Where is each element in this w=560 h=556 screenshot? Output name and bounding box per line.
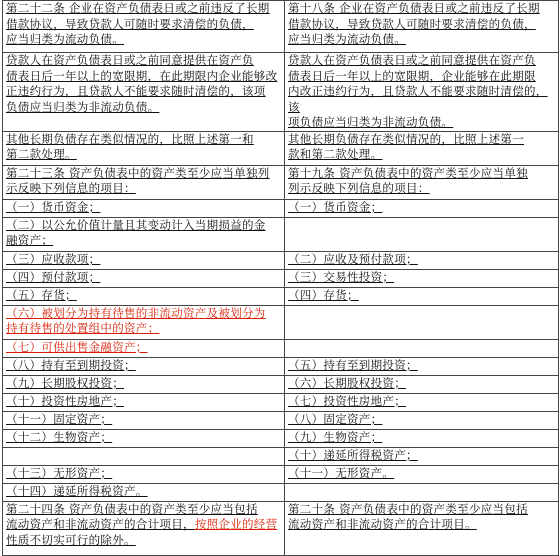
text-segment: 应当归类为流动负债。 [288,32,406,46]
text-segment: 借款协议，导致贷款人可随时要求清偿的负债， [288,16,536,31]
table-row [3,287,559,305]
table-row [3,393,559,411]
text-segment: 性质不切实可行的除外。 [6,532,136,547]
text-line [288,17,555,33]
old-standard-cell [285,339,559,357]
text-segment: （六）被划分为持有待售的非流动资产及被划分为 [6,305,266,320]
table-row [3,1,559,53]
new-standard-cell [3,411,285,429]
text-line [288,517,555,533]
old-standard-cell [285,501,559,555]
text-line [288,32,555,48]
text-segment: （五）存货； [6,287,77,302]
text-line [6,84,281,100]
old-standard-cell [285,375,559,393]
new-standard-cell [3,165,285,199]
text-segment: （十四）递延所得税资产。 [6,483,148,498]
table-row [3,357,559,375]
text-segment: 第十八条 企业在资产负债表日或之前违反了长期 [288,1,540,15]
old-standard-cell [285,411,559,429]
text-segment: （一）货币资金； [288,199,383,214]
new-standard-cell [3,393,285,411]
new-standard-cell [3,269,285,287]
text-line [288,412,555,428]
table-row [3,447,559,465]
text-line [6,166,281,182]
text-line [6,233,281,249]
text-segment: 贷款人在资产负债表日或之前同意提供在资产负 [288,53,536,67]
table-row [3,375,559,393]
table-row [3,269,559,287]
text-segment: （十一）无形资产。 [288,465,395,480]
text-segment: 其他长期负债存在类似情况的，比照上述第一 [288,131,524,146]
text-segment: 贷款人在资产负债表日或之前同意提供在资产负 [6,53,254,67]
text-segment: （六）长期股权投资； [288,375,406,390]
text-line [288,288,555,304]
text-segment: 流动资产和非流动资产的合计项目。 [288,517,477,531]
new-standard-cell [3,429,285,447]
text-segment: 第二十四条 资产负债表中的资产类至少应当包括 [6,501,258,516]
text-line [6,53,281,69]
text-segment: （十二）生物资产； [6,429,113,444]
table-row [3,305,559,339]
text-line [6,1,281,17]
table-row [3,217,559,251]
table-row [3,501,559,555]
text-segment: 流动资产和非流动资产的合计项目， [6,517,195,531]
old-standard-cell [285,305,559,339]
table-row [3,199,559,217]
text-line [288,166,555,182]
text-line [288,115,555,131]
old-standard-cell [285,217,559,251]
new-standard-cell [3,251,285,269]
new-standard-cell [3,357,285,375]
text-segment: （八）持有至到期投资； [6,357,136,372]
text-line [288,394,555,410]
text-line [6,340,281,356]
text-segment: 其他长期负债存在类似情况的，比照上述第一和 [6,131,254,146]
table-row [3,131,559,165]
text-segment: 示反映下列信息的项目： [6,181,136,195]
old-standard-cell [285,53,559,132]
old-standard-cell [285,269,559,287]
new-standard-cell [3,339,285,357]
old-standard-cell [285,483,559,501]
table-row [3,465,559,483]
text-segment: （五）持有至到期投资； [288,357,418,372]
text-line [6,100,281,116]
text-line [6,181,281,197]
new-standard-cell [3,305,285,339]
old-standard-cell [285,1,559,53]
text-segment: （十）投资性房地产； [6,393,124,408]
new-standard-cell [3,199,285,217]
new-standard-cell [3,53,285,132]
new-standard-cell [3,287,285,305]
text-line [6,376,281,392]
text-segment: 列示反映下列信息的项目： [288,181,430,195]
text-line [288,200,555,216]
table-row [3,53,559,132]
new-standard-cell [3,131,285,165]
text-segment: 正违约行为，且贷款人不能要求随时清偿的，该项 [6,84,266,98]
text-line [288,69,555,85]
text-segment: 第十九条 资产负债表中的资产类至少应当单独 [288,165,528,180]
text-line [288,181,555,197]
comparison-table [2,0,559,556]
text-segment: （十）递延所得税资产； [288,447,418,462]
text-line [288,53,555,69]
table-row [3,429,559,447]
text-segment: 应当归类为流动负债。 [6,32,124,46]
text-line [288,466,555,482]
text-line [288,132,555,148]
text-segment: （九）生物资产； [288,429,383,444]
old-standard-cell [285,131,559,165]
new-standard-cell [3,375,285,393]
table-row [3,339,559,357]
text-line [6,132,281,148]
text-line [6,466,281,482]
old-standard-cell [285,465,559,483]
new-standard-cell [3,1,285,53]
text-segment: （三）交易性投资； [288,269,395,284]
text-segment: 负债应当归类为非流动负债。 [6,99,160,114]
text-segment: （一）货币资金； [6,199,101,214]
old-standard-cell [285,429,559,447]
old-standard-cell [285,251,559,269]
text-segment: （四）存货； [288,287,359,302]
text-segment: （三）应收款项； [6,251,101,266]
highlighted-text: 按照企业的经营 [194,517,278,531]
text-segment: 债表日后一年以上的宽限期，在此期限内企业能够改 [6,68,278,83]
old-standard-cell [285,199,559,217]
text-segment: 项负债应当归类为非流动负债。 [288,115,454,129]
text-line [6,358,281,374]
text-line [6,517,281,533]
new-standard-cell [3,465,285,483]
text-line [6,321,281,337]
text-line [288,430,555,446]
comparison-table-body [3,1,559,556]
old-standard-cell [285,165,559,199]
text-line [288,448,555,464]
text-segment: （九）长期股权投资； [6,375,124,390]
text-segment: 持有待售的处置组中的资产； [6,321,160,335]
text-segment: 内改正违约行为，且贷款人不能要求随时清偿的，该 [288,84,548,114]
text-line [6,69,281,85]
text-segment: 融资产； [6,233,54,247]
text-line [6,484,281,500]
text-line [288,84,555,115]
text-line [288,376,555,392]
text-segment: 借款协议，导致贷款人可随时要求清偿的负债， [6,16,254,31]
comparison-document [2,0,558,547]
new-standard-cell [3,217,285,251]
text-line [6,32,281,48]
text-line [6,394,281,410]
new-standard-cell [3,501,285,555]
old-standard-cell [285,447,559,465]
text-line [6,533,281,549]
text-segment: （七）可供出售金融资产； [6,339,148,354]
text-segment: 第二十条 资产负债表中的资产类至少应当包括 [288,501,528,516]
text-line [288,502,555,518]
text-segment: （四）预付款项； [6,269,101,284]
text-line [6,288,281,304]
text-line [6,306,281,322]
table-row [3,251,559,269]
old-standard-cell [285,393,559,411]
text-line [288,147,555,163]
text-segment: 款和第二款处理。 [288,147,383,161]
text-segment: 第二十二条 企业在资产负债表日或之前违反了长期 [6,1,270,15]
text-segment: （二）以公允价值计量且其变动计入当期损益的金 [6,217,266,232]
text-segment: 第二款处理。 [6,147,77,161]
text-line [288,358,555,374]
old-standard-cell [285,357,559,375]
text-line [6,147,281,163]
text-segment: （八）固定资产； [288,411,383,426]
text-line [6,412,281,428]
text-segment: （二）应收及预付款项； [288,251,418,266]
new-standard-cell [3,447,285,465]
text-line [6,200,281,216]
text-segment: （七）投资性房地产； [288,393,406,408]
new-standard-cell [3,483,285,501]
text-segment: （十一）固定资产； [6,411,113,426]
text-segment: 第二十三条 资产负债表中的资产类至少应当单独列 [6,165,270,180]
text-segment: 债表日后一年以上的宽限期，企业能够在此期限 [288,68,536,83]
text-line [6,430,281,446]
text-line [288,270,555,286]
table-row [3,411,559,429]
text-line [6,270,281,286]
table-row [3,483,559,501]
text-line [288,252,555,268]
old-standard-cell [285,287,559,305]
text-line [6,252,281,268]
text-line [6,218,281,234]
table-row [3,165,559,199]
text-line [6,502,281,518]
text-segment: （十三）无形资产； [6,465,113,480]
text-line [288,1,555,17]
text-line [6,17,281,33]
